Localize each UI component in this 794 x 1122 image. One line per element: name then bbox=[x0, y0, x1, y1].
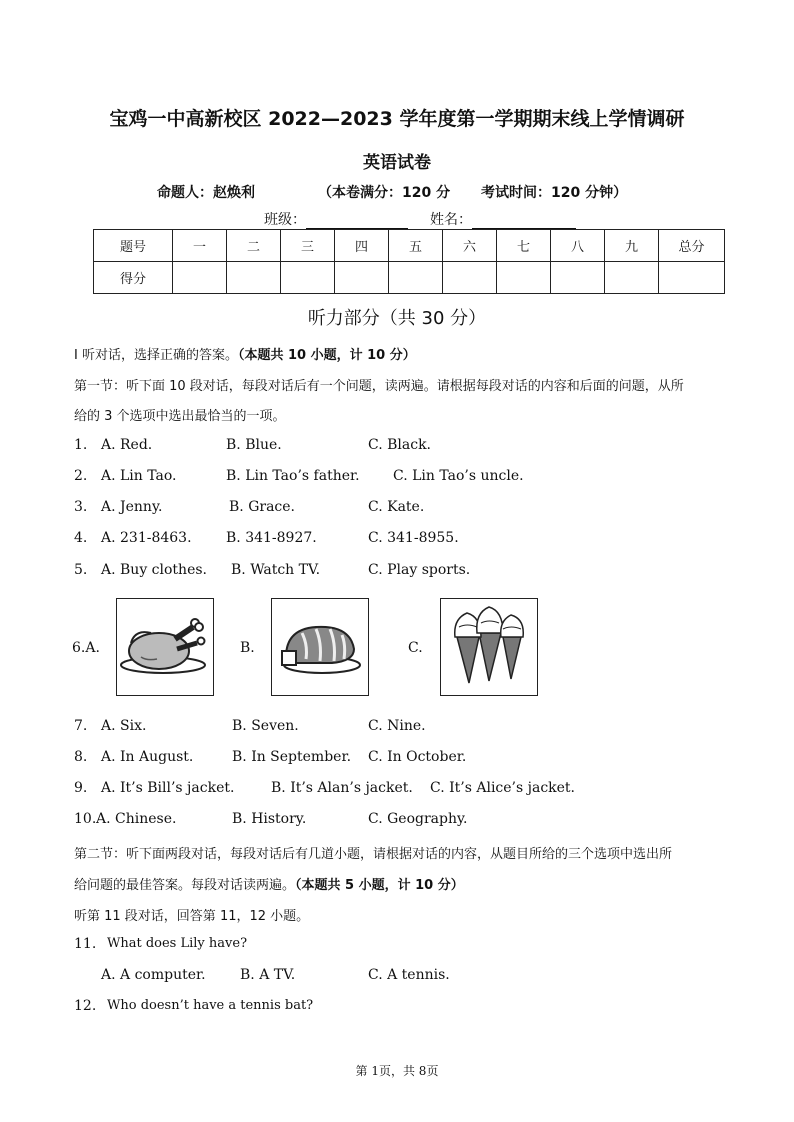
score-header-cell: 八 bbox=[551, 230, 605, 262]
option-c[interactable]: C. Nine. bbox=[368, 718, 426, 734]
option-c[interactable]: C. In October. bbox=[368, 749, 467, 765]
score-table-header-row bbox=[94, 230, 725, 262]
option-a[interactable]: A. Buy clothes. bbox=[101, 562, 207, 578]
part1-heading-note: （本题共 10 小题，计 10 分） bbox=[237, 348, 416, 363]
part1-instruction-line1: 第一节：听下面 10 段对话，每段对话后有一个问题，读两遍。请根据每段对话的内容和后面的问题，从所 bbox=[74, 379, 684, 394]
score-cell[interactable] bbox=[659, 262, 725, 294]
option-a[interactable]: A. In August. bbox=[101, 749, 194, 765]
roast-chicken-picture[interactable] bbox=[116, 598, 214, 696]
question-6-option-b-label: B. bbox=[240, 640, 255, 656]
question-1 bbox=[0, 437, 794, 457]
option-c[interactable]: C. Black. bbox=[368, 437, 431, 453]
option-b[interactable]: B. History. bbox=[232, 811, 307, 827]
option-b[interactable]: B. A TV. bbox=[240, 967, 296, 983]
question-number: 2. bbox=[74, 468, 88, 484]
author: 命题人：赵焕利 bbox=[157, 185, 255, 201]
question-number: 5. bbox=[74, 562, 88, 578]
score-header-cell: 三 bbox=[281, 230, 335, 262]
question-11-options bbox=[0, 967, 794, 987]
ice-cream-picture[interactable] bbox=[440, 598, 538, 696]
name-field bbox=[430, 209, 576, 229]
question-7 bbox=[0, 718, 794, 738]
bread-icon bbox=[272, 599, 368, 695]
class-blank[interactable] bbox=[306, 214, 408, 229]
score-header-cell: 四 bbox=[335, 230, 389, 262]
roast-chicken-icon bbox=[117, 599, 213, 695]
score-info: （本卷满分：120 分 bbox=[318, 185, 451, 201]
class-field bbox=[264, 209, 408, 229]
part2-instruction-line2 bbox=[74, 874, 464, 893]
option-b[interactable]: B. 341-8927. bbox=[226, 530, 317, 546]
score-header-cell: 六 bbox=[443, 230, 497, 262]
score-header-cell: 五 bbox=[389, 230, 443, 262]
option-b[interactable]: B. It’s Alan’s jacket. bbox=[271, 780, 413, 796]
part2-instruction-line1: 第二节：听下面两段对话，每段对话后有几道小题，请根据对话的内容，从题目所给的三个选项中选出所 bbox=[74, 847, 673, 862]
score-header-cell: 二 bbox=[227, 230, 281, 262]
score-cell[interactable] bbox=[605, 262, 659, 294]
option-c[interactable]: C. 341-8955. bbox=[368, 530, 459, 546]
option-c[interactable]: C. Kate. bbox=[368, 499, 425, 515]
ice-cream-icon bbox=[441, 599, 537, 695]
score-cell[interactable] bbox=[227, 262, 281, 294]
question-4 bbox=[0, 530, 794, 550]
question-number: 7. bbox=[74, 718, 88, 734]
option-c[interactable]: C. Lin Tao’s uncle. bbox=[393, 468, 524, 484]
score-header-cell: 一 bbox=[173, 230, 227, 262]
dialog-11-heading: 听第 11 段对话，回答第 11，12 小题。 bbox=[74, 909, 310, 924]
class-label: 班级： bbox=[264, 212, 306, 228]
option-a[interactable]: A. Jenny. bbox=[101, 499, 163, 515]
score-table bbox=[93, 229, 725, 294]
score-header-cell: 七 bbox=[497, 230, 551, 262]
score-cell[interactable] bbox=[551, 262, 605, 294]
question-3 bbox=[0, 499, 794, 519]
option-b[interactable]: B. Blue. bbox=[226, 437, 282, 453]
option-c[interactable]: C. Geography. bbox=[368, 811, 468, 827]
question-number: 9. bbox=[74, 780, 88, 796]
score-header-cell: 九 bbox=[605, 230, 659, 262]
question-text: What does Lily have? bbox=[107, 936, 248, 951]
option-c[interactable]: C. It’s Alice’s jacket. bbox=[430, 780, 576, 796]
question-11 bbox=[0, 936, 794, 956]
question-number: 4. bbox=[74, 530, 88, 546]
option-b[interactable]: B. In September. bbox=[232, 749, 352, 765]
time-info: 考试时间：120 分钟） bbox=[481, 185, 628, 201]
question-2 bbox=[0, 468, 794, 488]
score-row-label: 得分 bbox=[94, 262, 173, 294]
question-8 bbox=[0, 749, 794, 769]
exam-title: 宝鸡一中高新校区 2022—2023 学年度第一学期期末线上学情调研 bbox=[109, 108, 685, 130]
score-cell[interactable] bbox=[173, 262, 227, 294]
question-10 bbox=[0, 811, 794, 831]
question-number: 10. bbox=[74, 811, 97, 827]
option-a[interactable]: A. 231-8463. bbox=[101, 530, 192, 546]
part2-instruction-text: 给问题的最佳答案。每段对话读两遍。 bbox=[74, 878, 296, 893]
option-b[interactable]: B. Lin Tao’s father. bbox=[226, 468, 360, 484]
section-title: 听力部分（共 30 分） bbox=[307, 308, 487, 329]
question-number: 12. bbox=[74, 998, 97, 1014]
option-a[interactable]: A. Chinese. bbox=[96, 811, 177, 827]
question-6-number: 6.A. bbox=[72, 640, 100, 656]
question-5 bbox=[0, 562, 794, 582]
score-cell[interactable] bbox=[281, 262, 335, 294]
question-number: 3. bbox=[74, 499, 88, 515]
option-a[interactable]: A. A computer. bbox=[101, 967, 206, 983]
part1-heading-text: Ⅰ 听对话，选择正确的答案。 bbox=[74, 348, 238, 363]
name-blank[interactable] bbox=[472, 214, 576, 229]
option-a[interactable]: A. Six. bbox=[101, 718, 147, 734]
bread-picture[interactable] bbox=[271, 598, 369, 696]
score-table-score-row bbox=[94, 262, 725, 294]
option-a[interactable]: A. Lin Tao. bbox=[101, 468, 177, 484]
page-footer: 第 1页，共 8页 bbox=[355, 1064, 439, 1078]
question-number: 11. bbox=[74, 936, 97, 952]
question-number: 1. bbox=[74, 437, 88, 453]
option-b[interactable]: B. Watch TV. bbox=[231, 562, 321, 578]
score-header-cell: 总分 bbox=[659, 230, 725, 262]
score-cell[interactable] bbox=[389, 262, 443, 294]
option-a[interactable]: A. Red. bbox=[101, 437, 153, 453]
part1-instruction-line2: 给的 3 个选项中选出最恰当的一项。 bbox=[74, 409, 286, 424]
question-number: 8. bbox=[74, 749, 88, 765]
exam-subtitle: 英语试卷 bbox=[363, 153, 431, 173]
option-c[interactable]: C. Play sports. bbox=[368, 562, 471, 578]
question-9 bbox=[0, 780, 794, 800]
option-b[interactable]: B. Grace. bbox=[229, 499, 295, 515]
score-cell[interactable] bbox=[335, 262, 389, 294]
question-12 bbox=[0, 998, 794, 1018]
question-6-option-c-label: C. bbox=[408, 640, 423, 656]
option-a[interactable]: A. It’s Bill’s jacket. bbox=[101, 780, 235, 796]
part1-heading bbox=[74, 344, 416, 363]
option-c[interactable]: C. A tennis. bbox=[368, 967, 450, 983]
part2-instruction-note: （本题共 5 小题，计 10 分） bbox=[295, 878, 464, 893]
score-header-cell: 题号 bbox=[94, 230, 173, 262]
score-cell[interactable] bbox=[497, 262, 551, 294]
score-cell[interactable] bbox=[443, 262, 497, 294]
name-label: 姓名： bbox=[430, 212, 472, 228]
question-text: Who doesn’t have a tennis bat? bbox=[107, 998, 314, 1013]
option-b[interactable]: B. Seven. bbox=[232, 718, 299, 734]
